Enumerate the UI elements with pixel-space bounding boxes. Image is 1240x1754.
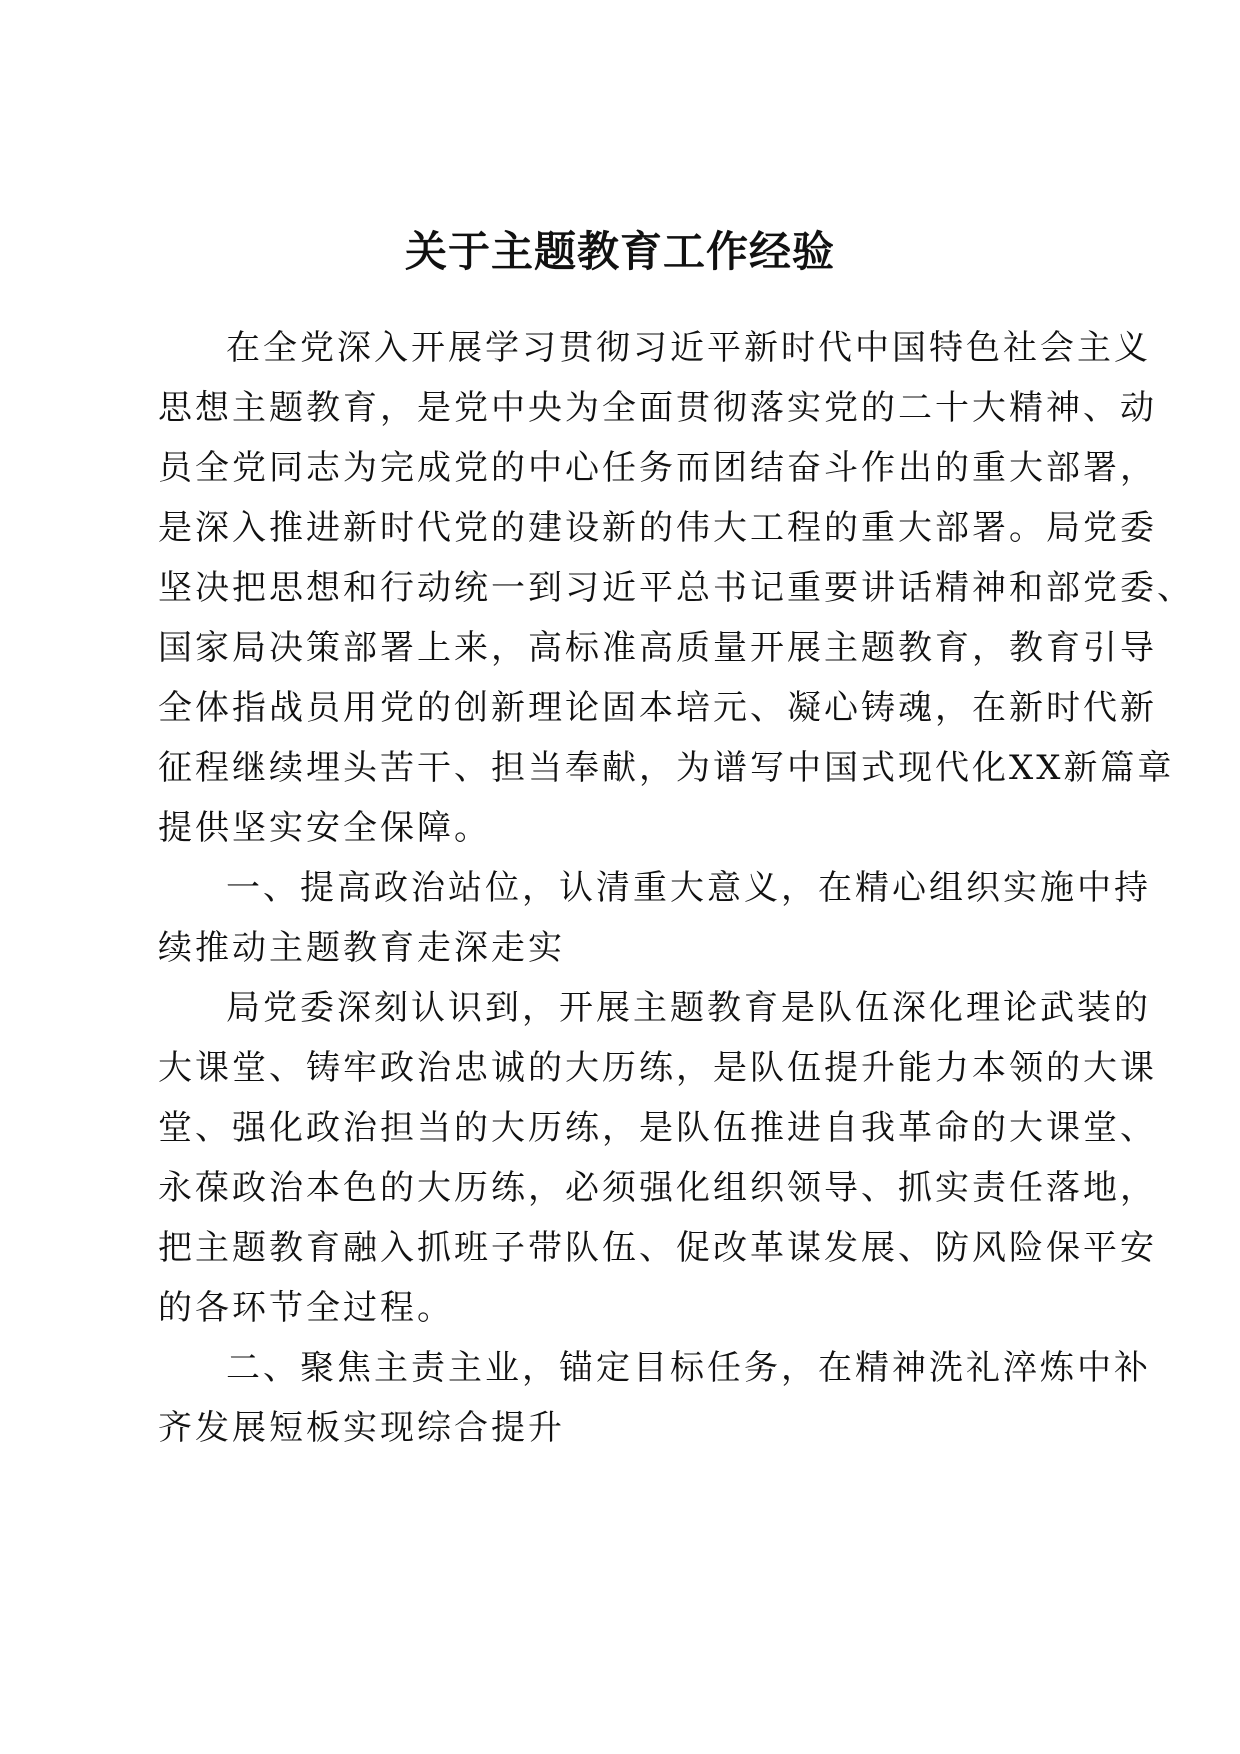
paragraph-1-line-1: 在全党深入开展学习贯彻习近平新时代中国特色社会主义	[226, 328, 1151, 368]
paragraph-2-line-1: 局党委深刻认识到，开展主题教育是队伍深化理论武装的	[226, 988, 1151, 1028]
paragraph-1-line-8: 征程继续埋头苦干、担当奉献，为谱写中国式现代化XX新篇章	[158, 748, 1175, 788]
paragraph-2-line-3: 堂、强化政治担当的大历练，是队伍推进自我革命的大课堂、	[158, 1108, 1157, 1148]
paragraph-1-line-3: 员全党同志为完成党的中心任务而团结奋斗作出的重大部署，	[158, 448, 1157, 488]
section-heading-1-line-1: 一、提高政治站位，认清重大意义，在精心组织实施中持	[226, 868, 1151, 908]
document-title: 关于主题教育工作经验	[404, 227, 835, 276]
paragraph-1-line-5: 坚决把思想和行动统一到习近平总书记重要讲话精神和部党委、	[158, 568, 1194, 608]
section-heading-2-line-1: 二、聚焦主责主业，锚定目标任务，在精神洗礼淬炼中补	[226, 1348, 1151, 1388]
paragraph-2-line-4: 永葆政治本色的大历练，必须强化组织领导、抓实责任落地，	[158, 1168, 1157, 1208]
section-heading-2-line-2: 齐发展短板实现综合提升	[158, 1408, 565, 1448]
paragraph-2-line-5: 把主题教育融入抓班子带队伍、促改革谋发展、防风险保平安	[158, 1228, 1157, 1268]
paragraph-1-line-7: 全体指战员用党的创新理论固本培元、凝心铸魂，在新时代新	[158, 688, 1157, 728]
paragraph-1-line-4: 是深入推进新时代党的建设新的伟大工程的重大部署。局党委	[158, 508, 1157, 548]
paragraph-2-line-2: 大课堂、铸牢政治忠诚的大历练，是队伍提升能力本领的大课	[158, 1048, 1157, 1088]
document-body	[158, 318, 1194, 1458]
paragraph-1-line-2: 思想主题教育，是党中央为全面贯彻落实党的二十大精神、动	[158, 388, 1157, 428]
paragraph-1-line-6: 国家局决策部署上来，高标准高质量开展主题教育，教育引导	[158, 628, 1157, 668]
section-heading-1-line-2: 续推动主题教育走深走实	[158, 928, 565, 968]
paragraph-1-line-9: 提供坚实安全保障。	[158, 808, 491, 848]
paragraph-2-line-6: 的各环节全过程。	[158, 1288, 454, 1328]
